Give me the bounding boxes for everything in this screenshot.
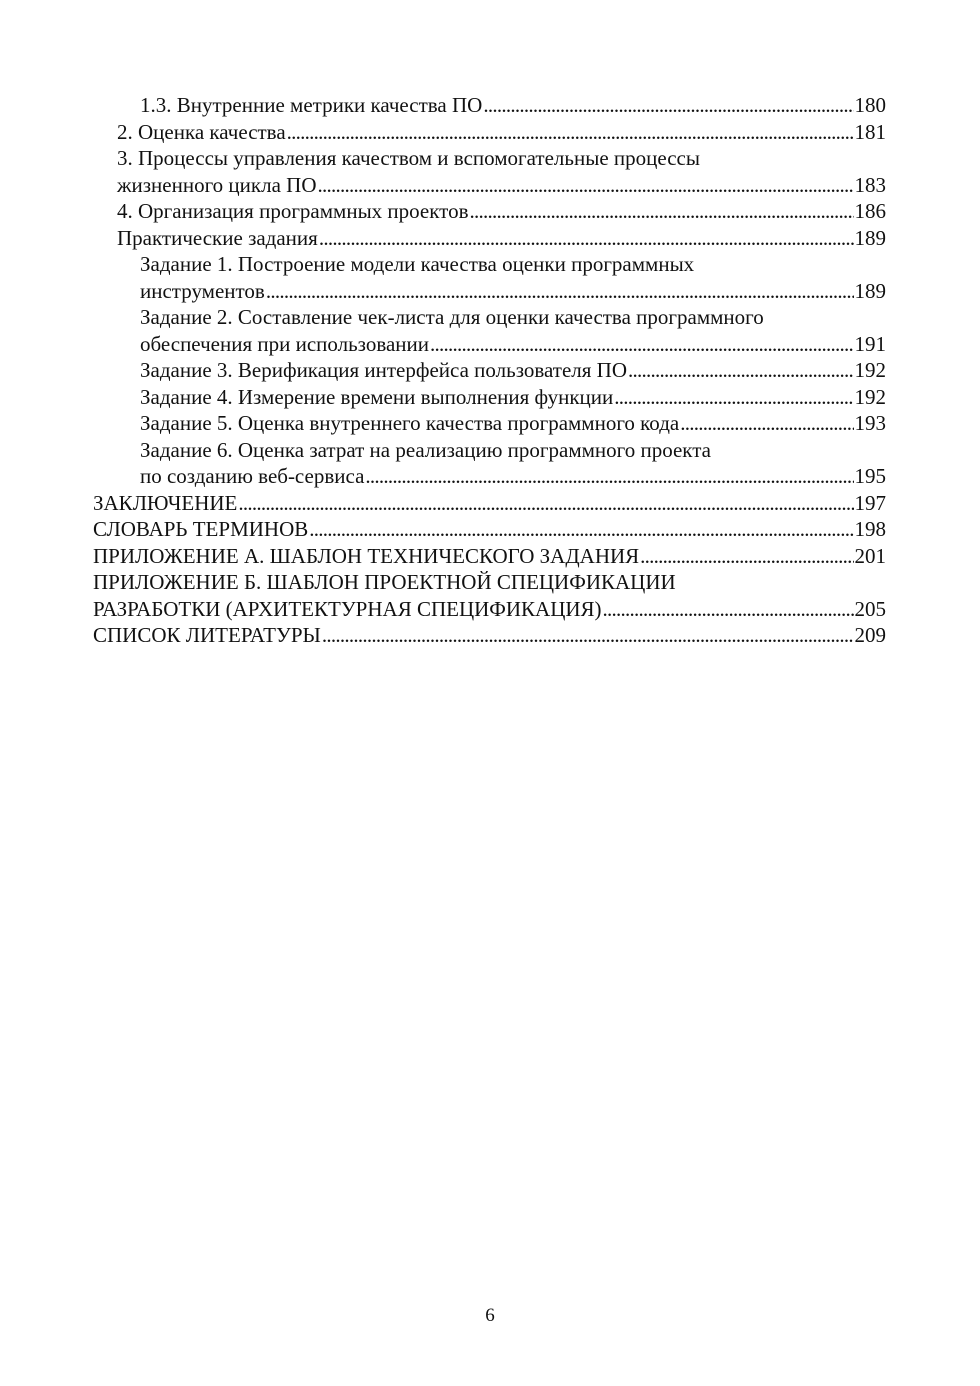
toc-entry-title: 1.3. Внутренние метрики качества ПО <box>140 93 483 117</box>
toc-entry-title: Задание 3. Верификация интерфейса пользователя ПО <box>140 358 628 382</box>
toc-entry[interactable] <box>93 198 886 225</box>
toc-entry-page: 193 <box>854 411 886 435</box>
toc-entry[interactable] <box>93 357 886 384</box>
toc-entry-page: 192 <box>854 384 886 409</box>
toc-entry-page: 181 <box>854 119 886 144</box>
toc-entry-page: 201 <box>854 543 886 568</box>
toc-entry-page: 191 <box>854 331 886 356</box>
toc-entry-title: 3. Процессы управления качеством и вспомогательные процессы <box>117 146 700 170</box>
toc-entry[interactable] <box>93 384 886 411</box>
toc-entry-page: 192 <box>854 358 886 382</box>
toc-dot-leader <box>483 92 853 119</box>
toc-dot-leader <box>266 278 854 305</box>
toc-entry-page: 189 <box>854 225 886 250</box>
toc-dot-leader <box>430 331 853 358</box>
toc-entry[interactable] <box>93 251 886 304</box>
toc-entry[interactable] <box>93 490 886 517</box>
toc-dot-leader <box>603 596 854 623</box>
toc-entry-title: СЛОВАРЬ ТЕРМИНОВ <box>93 517 309 541</box>
toc-dot-leader <box>680 410 853 437</box>
toc-dot-leader <box>614 384 853 411</box>
toc-dot-leader <box>287 119 854 146</box>
toc-entry[interactable] <box>93 516 886 543</box>
table-of-contents <box>93 92 886 649</box>
toc-entry-title: РАЗРАБОТКИ (АРХИТЕКТУРНАЯ СПЕЦИФИКАЦИЯ) <box>93 596 602 621</box>
toc-entry[interactable] <box>93 304 886 357</box>
toc-entry-title: инструментов <box>140 278 265 303</box>
toc-entry-title: Задание 1. Построение модели качества оценки программных <box>140 252 695 276</box>
toc-dot-leader <box>317 172 853 199</box>
toc-entry[interactable] <box>93 92 886 119</box>
toc-entry-page: 186 <box>854 199 886 223</box>
toc-entry-page: 195 <box>854 464 886 488</box>
toc-entry-page: 197 <box>854 490 886 515</box>
toc-entry-page: 205 <box>854 596 886 621</box>
toc-entry[interactable] <box>93 145 886 198</box>
toc-dot-leader <box>628 357 853 384</box>
toc-entry-title: жизненного цикла ПО <box>117 172 317 197</box>
toc-entry-title: СПИСОК ЛИТЕРАТУРЫ <box>93 623 321 647</box>
toc-entry-title: по созданию веб-сервиса <box>140 464 365 488</box>
toc-entry-title: Практические задания <box>117 225 318 250</box>
toc-entry-title: обеспечения при использовании <box>140 331 430 356</box>
toc-entry[interactable] <box>93 569 886 622</box>
toc-entry-page: 198 <box>854 517 886 541</box>
toc-dot-leader <box>365 463 853 490</box>
toc-entry[interactable] <box>93 437 886 490</box>
toc-entry-title: ЗАКЛЮЧЕНИЕ <box>93 490 238 515</box>
toc-entry-page: 183 <box>854 172 886 197</box>
page-number: 6 <box>485 1305 495 1326</box>
toc-dot-leader <box>640 543 853 570</box>
toc-entry-page: 209 <box>854 623 886 647</box>
toc-entry[interactable] <box>93 225 886 252</box>
toc-entry[interactable] <box>93 410 886 437</box>
toc-dot-leader <box>319 225 854 252</box>
toc-entry-title: Задание 6. Оценка затрат на реализацию программного проекта <box>140 437 711 462</box>
toc-dot-leader <box>309 516 853 543</box>
toc-dot-leader <box>238 490 853 517</box>
toc-dot-leader <box>322 622 854 649</box>
toc-entry-page: 180 <box>854 93 886 117</box>
toc-entry-page: 189 <box>854 278 886 303</box>
toc-entry-title: Задание 2. Составление чек-листа для оценки качества программного <box>140 305 764 329</box>
toc-entry[interactable] <box>93 622 886 649</box>
toc-entry[interactable] <box>93 119 886 146</box>
toc-entry-title: Задание 5. Оценка внутреннего качества программного кода <box>140 411 680 435</box>
toc-entry-title: 4. Организация программных проектов <box>117 199 469 223</box>
toc-entry-title: Задание 4. Измерение времени выполнения функции <box>140 384 614 409</box>
toc-entry-title: 2. Оценка качества <box>117 119 286 144</box>
toc-dot-leader <box>469 198 853 225</box>
toc-entry-title: ПРИЛОЖЕНИЕ А. ШАБЛОН ТЕХНИЧЕСКОГО ЗАДАНИЯ <box>93 543 640 568</box>
toc-entry[interactable] <box>93 543 886 570</box>
toc-entry-title: ПРИЛОЖЕНИЕ Б. ШАБЛОН ПРОЕКТНОЙ СПЕЦИФИКАЦИИ <box>93 570 676 594</box>
